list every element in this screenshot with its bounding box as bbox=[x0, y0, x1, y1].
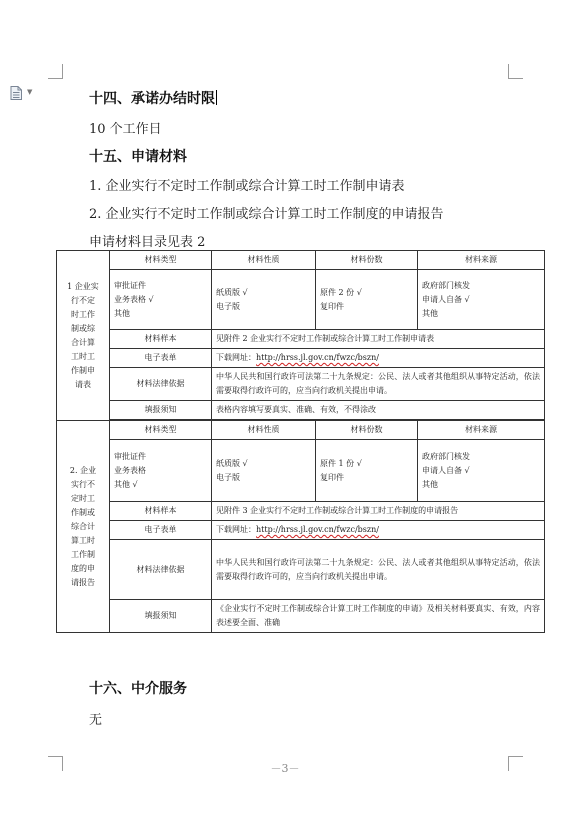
material-item-1: 1. 企业实行不定时工作制或综合计算工时工作制申请表 bbox=[89, 179, 405, 194]
header-material-nature: 材料性质 bbox=[212, 421, 316, 440]
table-row bbox=[57, 540, 545, 600]
table-row bbox=[57, 600, 545, 633]
header-material-nature: 材料性质 bbox=[212, 251, 316, 270]
material-type-options: 审批证件 业务表格 其他 √ bbox=[110, 440, 212, 502]
header-material-type: 材料类型 bbox=[110, 251, 212, 270]
header-material-source: 材料来源 bbox=[418, 251, 545, 270]
etable-value: 下载网址：http://hrss.jl.gov.cn/fwzc/bszn/ bbox=[212, 349, 545, 368]
etable-label: 电子表单 bbox=[110, 521, 212, 540]
table-row bbox=[57, 440, 545, 502]
notes-value: 表格内容填写要真实、准确、有效，不得涂改 bbox=[212, 401, 545, 420]
material-item-2: 2. 企业实行不定时工作制或综合计算工时工作制度的申请报告 bbox=[89, 207, 444, 222]
download-link[interactable]: http://hrss.jl.gov.cn/fwzc/bszn/ bbox=[256, 525, 379, 534]
material-copies-options: 原件 1 份 √ 复印件 bbox=[316, 440, 418, 502]
download-link[interactable]: http://hrss.jl.gov.cn/fwzc/bszn/ bbox=[256, 353, 379, 362]
section-16-text: 无 bbox=[89, 713, 103, 728]
section-14-heading: 十四、承诺办结时限 bbox=[89, 91, 215, 107]
material-nature-options: 纸质版 √ 电子版 bbox=[212, 270, 316, 330]
etable-value: 下载网址：http://hrss.jl.gov.cn/fwzc/bszn/ bbox=[212, 521, 545, 540]
table-row bbox=[57, 270, 545, 330]
materials-table bbox=[56, 250, 545, 633]
legal-basis-value: 中华人民共和国行政许可法第二十九条规定：公民、法人或者其他组织从事特定活动，依法需要取得行政许可的，应当向行政机关提出申请。 bbox=[212, 368, 545, 401]
text-cursor bbox=[216, 90, 217, 105]
table-note: 申请材料目录见表 2 bbox=[89, 235, 206, 250]
table-row bbox=[57, 368, 545, 401]
table-row bbox=[57, 349, 545, 368]
section-16-heading: 十六、中介服务 bbox=[89, 681, 187, 697]
page-number: －3－ bbox=[270, 762, 300, 775]
legal-basis-label: 材料法律依据 bbox=[110, 540, 212, 600]
table-row bbox=[57, 421, 545, 440]
material-type-options: 审批证件 业务表格 √ 其他 bbox=[110, 270, 212, 330]
notes-label: 填报须知 bbox=[110, 401, 212, 420]
legal-basis-label: 材料法律依据 bbox=[110, 368, 212, 401]
table-row bbox=[57, 521, 545, 540]
document-icon[interactable] bbox=[10, 86, 22, 100]
section-14-text: 10 个工作日 bbox=[89, 122, 162, 137]
material-copies-options: 原件 2 份 √ 复印件 bbox=[316, 270, 418, 330]
etable-label: 电子表单 bbox=[110, 349, 212, 368]
material-nature-options: 纸质版 √ 电子版 bbox=[212, 440, 316, 502]
margin-corner-top-right bbox=[508, 64, 523, 79]
material-source-options: 政府部门核发 申请人自备 √ 其他 bbox=[418, 270, 545, 330]
sample-value: 见附件 2 企业实行不定时工作制或综合计算工时工作制申请表 bbox=[212, 330, 545, 349]
material-name-cell: 1 企业实 行不定 时工作 制或综 合计算 工时工 作制申 请表 bbox=[57, 251, 110, 421]
margin-corner-top-left bbox=[48, 64, 63, 79]
header-material-copies: 材料份数 bbox=[316, 421, 418, 440]
material-name-cell: 2. 企业 实行不 定时工 作制或 综合计 算工时 工作制 度的申 请报告 bbox=[57, 421, 110, 633]
material-source-options: 政府部门核发 申请人自备 √ 其他 bbox=[418, 440, 545, 502]
header-material-source: 材料来源 bbox=[418, 421, 545, 440]
notes-label: 填报须知 bbox=[110, 600, 212, 633]
header-material-copies: 材料份数 bbox=[316, 251, 418, 270]
sample-label: 材料样本 bbox=[110, 330, 212, 349]
sample-value: 见附件 3 企业实行不定时工作制或综合计算工时工作制度的申请报告 bbox=[212, 502, 545, 521]
section-15-heading: 十五、申请材料 bbox=[89, 149, 187, 165]
sample-label: 材料样本 bbox=[110, 502, 212, 521]
table-row bbox=[57, 502, 545, 521]
table-row bbox=[57, 401, 545, 420]
dropdown-caret-icon[interactable]: ▼ bbox=[27, 88, 33, 96]
legal-basis-value: 中华人民共和国行政许可法第二十九条规定：公民、法人或者其他组织从事特定活动，依法需要取得行政许可的，应当向行政机关提出申请。 bbox=[212, 540, 545, 600]
notes-value: 《企业实行不定时工作制或综合计算工时工作制度的申请》及相关材料要真实、有效，内容表述要全面、准确 bbox=[212, 600, 545, 633]
table-row bbox=[57, 330, 545, 349]
table-row bbox=[57, 251, 545, 270]
header-material-type: 材料类型 bbox=[110, 421, 212, 440]
